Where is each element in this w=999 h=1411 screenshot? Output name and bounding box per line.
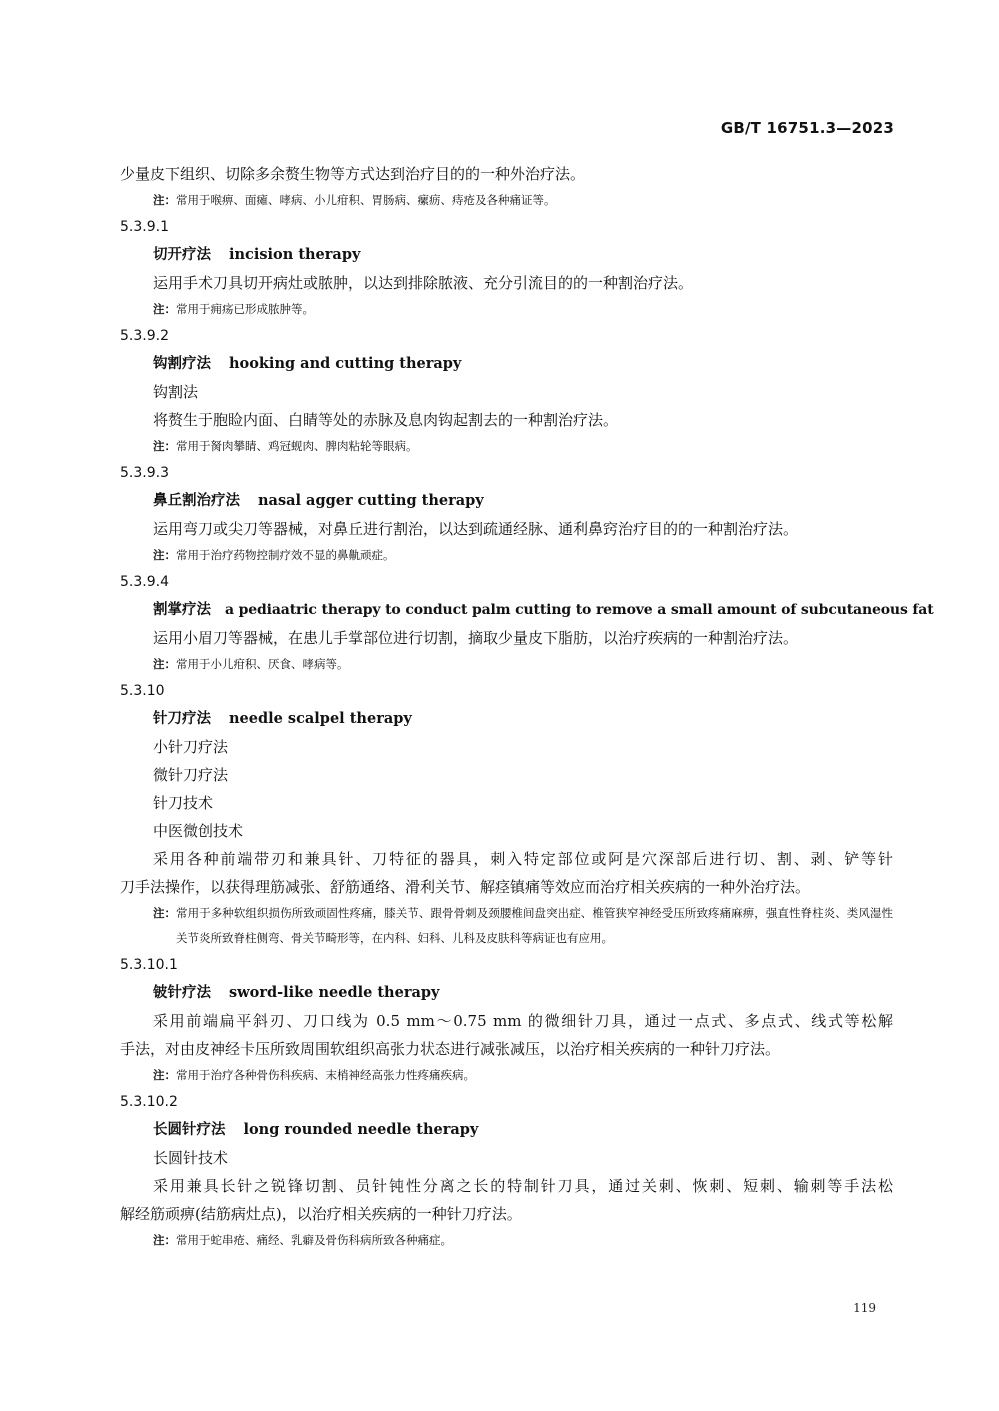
section-number: 5.3.9.2	[120, 328, 169, 344]
definition-line: 刀手法操作，以获得理筋减张、舒筋通络、滑利关节、解痉镇痛等效应而治疗相关疾病的一种外治疗法。	[120, 878, 811, 896]
section-number: 5.3.10.1	[120, 957, 178, 973]
note-text: 常用于治疗各种骨伤科疾病、末梢神经高张力性疼痛疾病。	[176, 1068, 475, 1082]
term-zh: 鼻丘割治疗法	[153, 492, 240, 509]
note-label: 注：	[153, 439, 176, 453]
definition-line: 将赘生于胞睑内面、白睛等处的赤脉及息肉钩起割去的一种割治疗法。	[153, 411, 619, 429]
term-en: needle scalpel therapy	[229, 710, 412, 727]
term-zh: 铍针疗法	[153, 984, 211, 1001]
section-number: 5.3.9.4	[120, 574, 169, 590]
note-text: 常用于多种软组织损伤所致顽固性疼痛，膝关节、跟骨骨刺及颈腰椎间盘突出症、椎管狭窄神经受压所致疼痛麻痹，强直性脊柱炎、类风湿性关节炎所致脊柱侧弯、骨关节畸形等，在内科、妇科、儿科及皮肤科等病证也有应用。	[176, 906, 893, 945]
note-text: 常用于小儿疳积、厌食、哮病等。	[176, 657, 349, 671]
synonym: 针刀技术	[153, 794, 214, 812]
definition-line: 解经筋顽痹(结筋病灶点)，以治疗相关疾病的一种针刀疗法。	[120, 1205, 522, 1223]
page-number: 119	[853, 1301, 876, 1315]
synonym: 小针刀疗法	[153, 738, 229, 756]
synonym: 长圆针技术	[153, 1149, 229, 1167]
term-heading	[153, 979, 893, 1007]
note-label: 注：	[153, 302, 176, 316]
section-number: 5.3.9.1	[120, 219, 169, 235]
term-heading	[153, 350, 893, 378]
term-zh: 切开疗法	[153, 246, 211, 263]
definition-line: 运用手术刀具切开病灶或脓肿，以达到排除脓液、充分引流目的的一种割治疗法。	[153, 274, 694, 292]
intro-text: 少量皮下组织、切除多余赘生物等方式达到治疗目的的一种外治疗法。	[120, 165, 586, 183]
note-text: 常用于喉痹、面瘫、哮病、小儿疳积、胃肠病、瘰疬、痔疮及各种痛证等。	[176, 193, 556, 207]
note-text: 常用于治疗药物控制疗效不显的鼻鼽顽症。	[176, 548, 395, 562]
intro-note	[153, 188, 893, 213]
section-note	[153, 901, 893, 951]
definition-line: 采用各种前端带刃和兼具针、刀特征的器具，刺入特定部位或阿是穴深部后进行切、割、剥、铲等针	[153, 850, 893, 868]
section-note	[153, 297, 893, 322]
term-en: hooking and cutting therapy	[229, 355, 462, 372]
definition-line: 采用兼具长针之锐锋切割、员针钝性分离之长的特制针刀具，通过关刺、恢刺、短刺、输刺等手法松	[153, 1177, 893, 1195]
section-note	[153, 543, 893, 568]
term-heading	[153, 487, 893, 515]
term-zh: 钩割疗法	[153, 355, 211, 372]
term-heading	[153, 241, 893, 269]
term-heading	[153, 1116, 893, 1144]
section-note	[153, 434, 893, 459]
definition-line: 运用小眉刀等器械，在患儿手掌部位进行切割，摘取少量皮下脂肪，以治疗疾病的一种割治疗法。	[153, 629, 799, 647]
note-text: 常用于蛇串疮、痛经、乳癖及骨伤科病所致各种痛症。	[176, 1233, 452, 1247]
term-heading	[153, 596, 934, 624]
section-note	[153, 652, 893, 677]
term-en: long rounded needle therapy	[243, 1121, 479, 1138]
section-number: 5.3.10.2	[120, 1094, 178, 1110]
section-note	[153, 1228, 893, 1253]
definition-line: 运用弯刀或尖刀等器械，对鼻丘进行割治，以达到疏通经脉、通利鼻窍治疗目的的一种割治疗法。	[153, 520, 799, 538]
term-en: incision therapy	[229, 246, 361, 263]
definition-line: 手法，对由皮神经卡压所致周围软组织高张力状态进行减张减压，以治疗相关疾病的一种针刀疗法。	[120, 1040, 781, 1058]
term-zh: 割掌疗法	[153, 601, 211, 618]
section-number: 5.3.9.3	[120, 465, 169, 481]
term-en: nasal agger cutting therapy	[258, 492, 484, 509]
note-label: 注：	[153, 657, 176, 671]
term-heading	[153, 705, 893, 733]
note-label: 注：	[153, 1233, 176, 1247]
definition-line: 采用前端扁平斜刃、刀口线为 0.5 mm～0.75 mm 的微细针刀具，通过一点式、多点式、线式等松解	[153, 1012, 893, 1030]
note-label: 注：	[153, 548, 176, 562]
synonym: 中医微创技术	[153, 822, 244, 840]
term-en: a pediaatric therapy to conduct palm cutting to remove a small amount of subcutaneous fat	[225, 602, 934, 618]
term-zh: 针刀疗法	[153, 710, 211, 727]
synonym: 微针刀疗法	[153, 766, 229, 784]
note-text: 常用于胬肉攀睛、鸡冠蚬肉、脾肉粘轮等眼病。	[176, 439, 418, 453]
note-label: 注：	[153, 906, 176, 920]
term-en: sword-like needle therapy	[229, 984, 440, 1001]
note-label: 注：	[153, 1068, 176, 1082]
standard-code-header: GB/T 16751.3—2023	[720, 119, 894, 137]
section-number: 5.3.10	[120, 683, 165, 699]
note-text: 常用于痈疡已形成脓肿等。	[176, 302, 314, 316]
note-label: 注：	[153, 193, 176, 207]
section-note	[153, 1063, 893, 1088]
document-body	[0, 160, 999, 1253]
synonym: 钩割法	[153, 383, 199, 401]
term-zh: 长圆针疗法	[153, 1121, 226, 1138]
